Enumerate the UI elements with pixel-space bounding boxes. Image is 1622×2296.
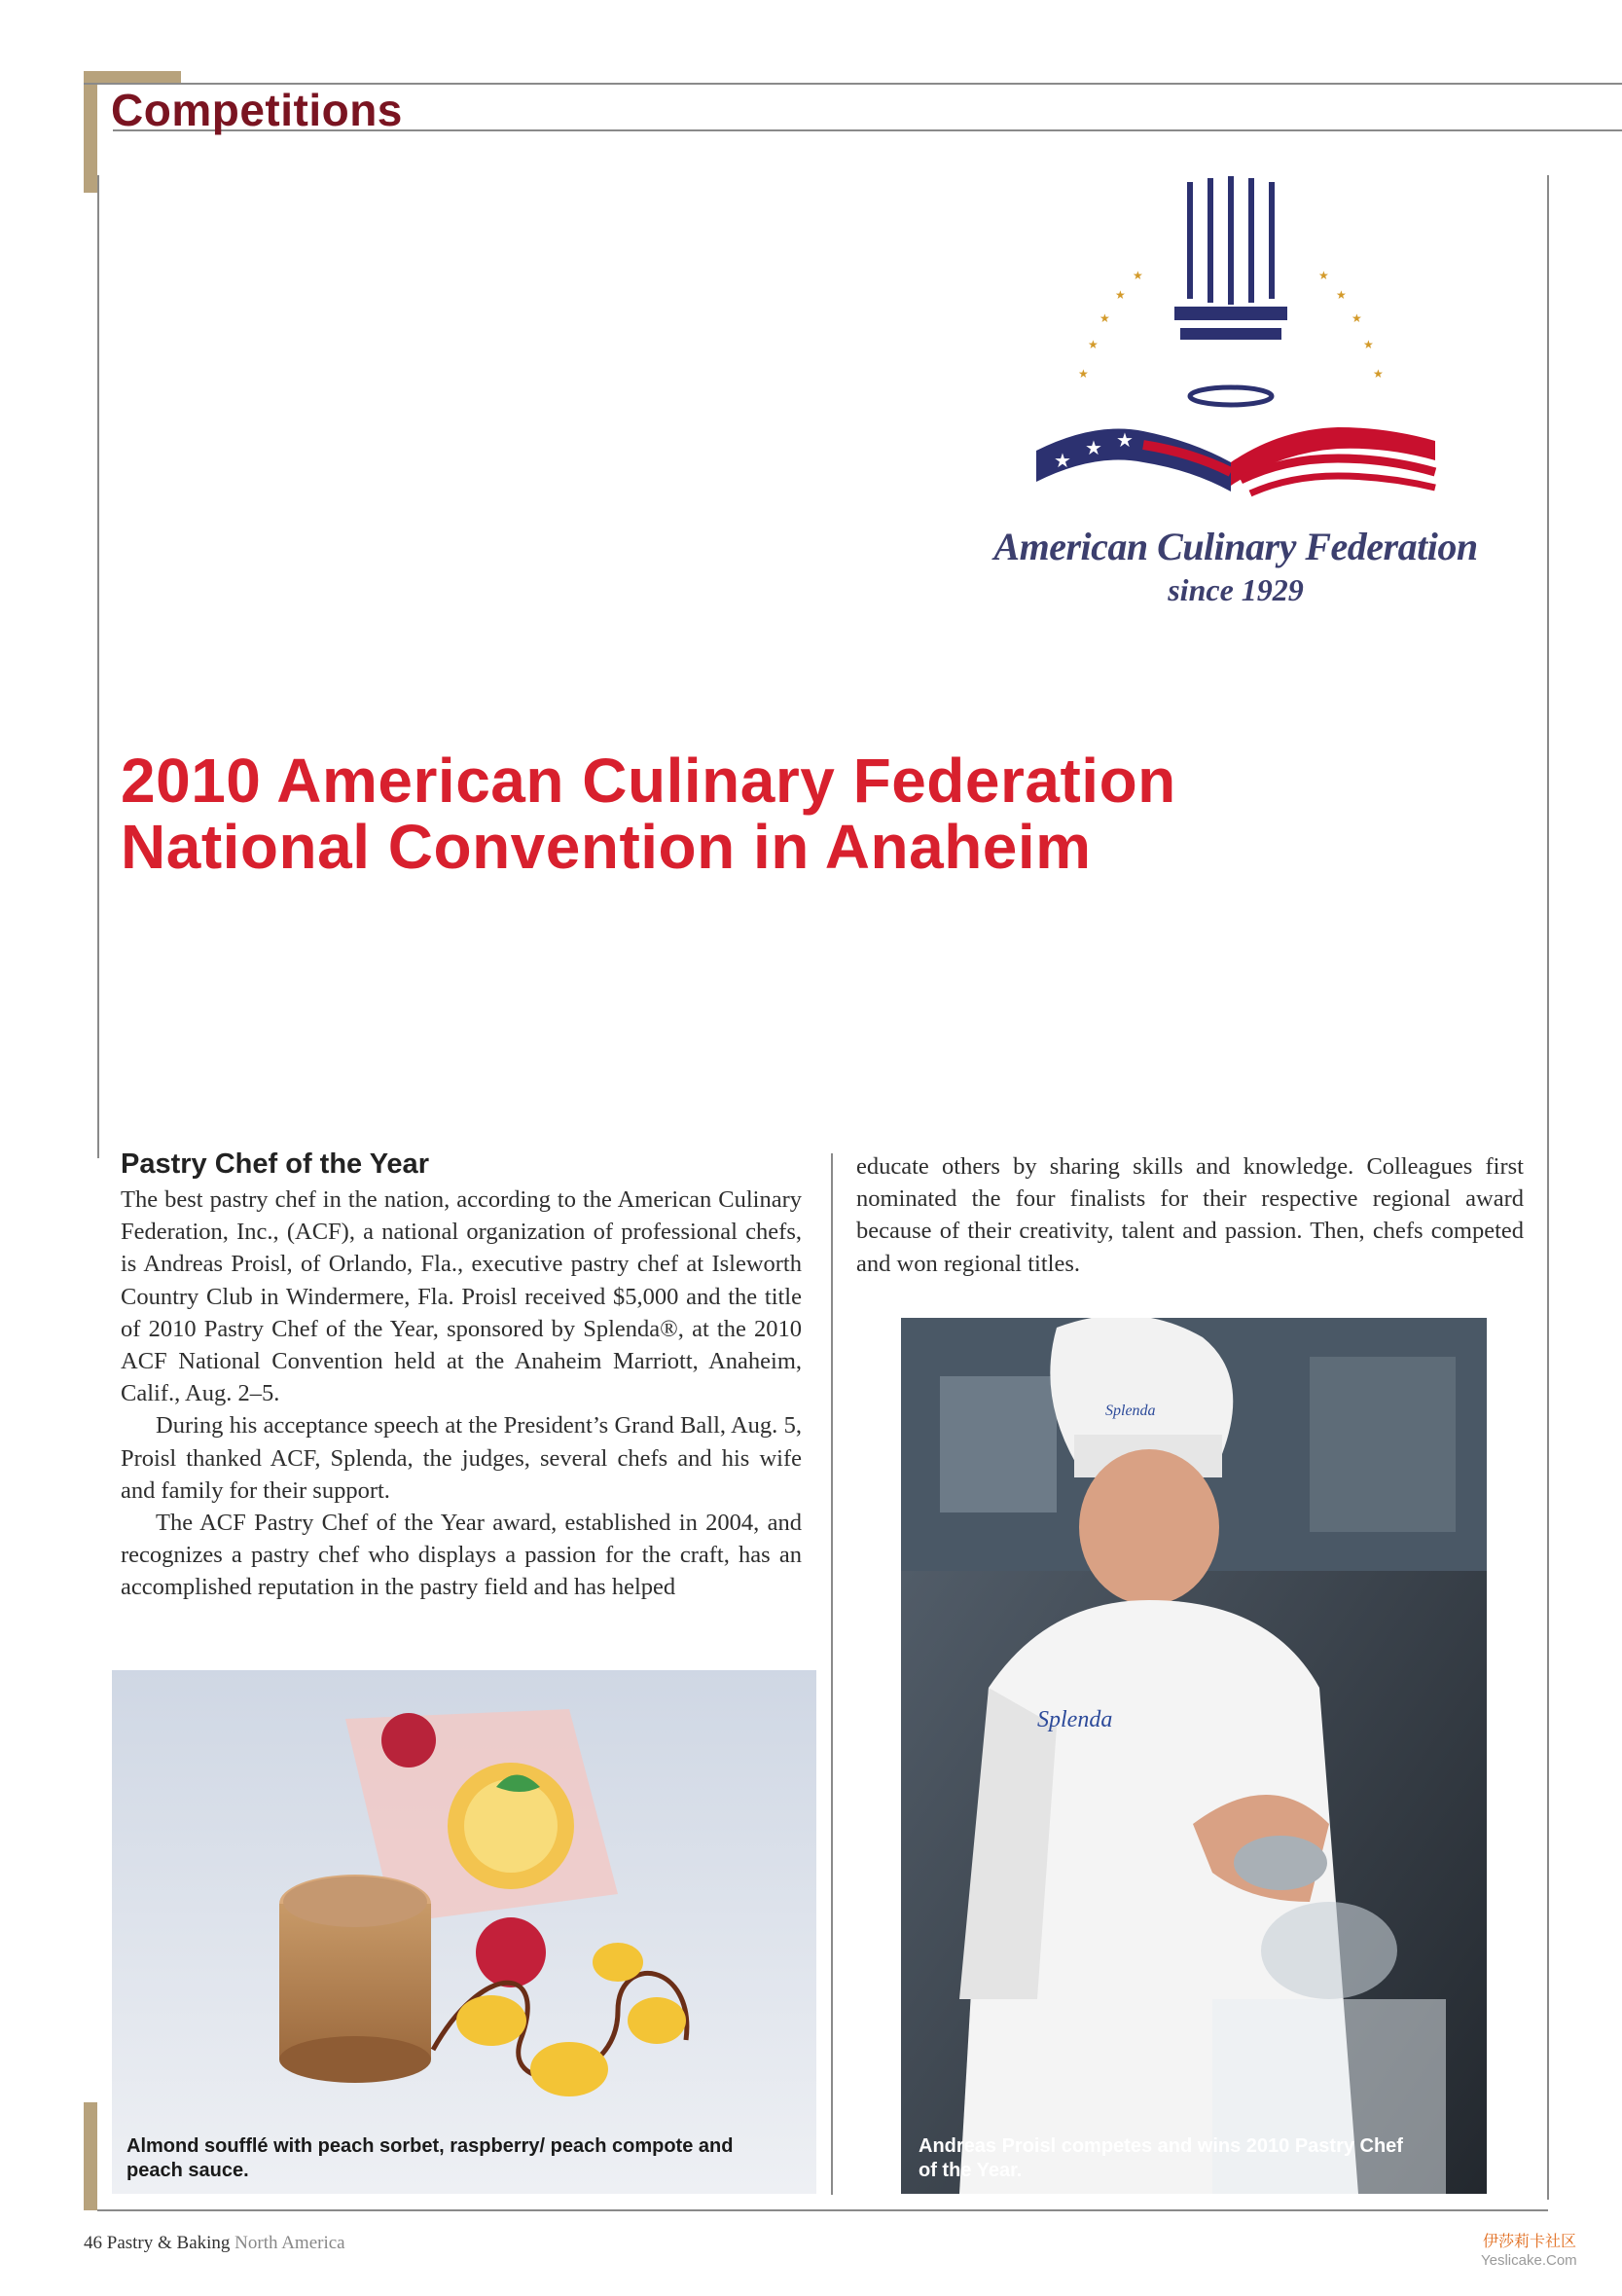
chef-photo: [901, 1318, 1487, 2194]
publication-name: Pastry & Baking: [106, 2233, 231, 2253]
folio: [84, 2233, 345, 2254]
left-column: [121, 1184, 802, 1604]
jacket-logo-text: Splenda: [1037, 1707, 1113, 1732]
chef-caption: Andreas Proisl competes and wins 2010 Pastry Chef of the Year.: [919, 2135, 1403, 2181]
dessert-illustration: [112, 1670, 816, 2194]
svg-text:★: ★: [1099, 311, 1110, 325]
header-bracket-side: [84, 71, 97, 193]
frame-line-left: [97, 175, 99, 1158]
svg-text:★: ★: [1085, 436, 1102, 459]
svg-text:★: ★: [1352, 311, 1362, 325]
svg-text:★: ★: [1088, 338, 1099, 351]
page-number: 46: [84, 2233, 102, 2253]
hat-logo-text: Splenda: [1105, 1403, 1156, 1419]
svg-text:★: ★: [1133, 269, 1143, 282]
article-title: [121, 747, 1502, 880]
body-paragraph-3: The ACF Pastry Chef of the Year award, established in 2004, and recognizes a pastry chef who displays a passion for the craft, has an accomplished reputation in the pastry field and has helped: [121, 1510, 802, 1601]
dessert-photo: [112, 1670, 816, 2194]
header-bracket: [84, 71, 181, 83]
right-column: [856, 1150, 1524, 1280]
body-paragraph-1: The best pastry chef in the nation, according to the American Culinary Federation, Inc., (ACF), a national organization of professional chefs, is Andreas Proisl, of Orlando, Fla., executive pastry chef at Isleworth Country Club in Windermere, Fla. Proisl received $5,000 and the title of 2010 Pastry Chef of the Year, sponsored by Splenda®, at the 2010 ACF National Convention held at the Anaheim Marriott, Anaheim, Calif., Aug. 2–5.: [121, 1186, 802, 1407]
article-title-line2: National Convention in Anaheim: [121, 812, 1092, 882]
svg-text:★: ★: [1054, 449, 1071, 472]
svg-text:★: ★: [1115, 288, 1126, 302]
section-label: Competitions: [111, 85, 403, 135]
body-paragraph-2: During his acceptance speech at the President’s Grand Ball, Aug. 5, Proisl thanked ACF, Splenda, the judges, several chefs and his wife and family for their support.: [121, 1412, 802, 1504]
watermark-chinese: 伊莎莉卡社区: [1483, 2232, 1577, 2250]
frame-line-right: [1547, 175, 1549, 2200]
svg-text:★: ★: [1318, 269, 1329, 282]
watermark-url: Yeslicake.Com: [1481, 2252, 1577, 2269]
svg-text:★: ★: [1373, 367, 1384, 381]
svg-text:★: ★: [1078, 367, 1089, 381]
footer-rule: [97, 2209, 1548, 2211]
chef-illustration: [901, 1318, 1487, 2194]
footer-bracket: [84, 2102, 97, 2210]
body-paragraph-4: educate others by sharing skills and knowledge. Colleagues first nominated the four finalists for their respective regional award because of their creativity, talent and passion. Then, chefs competed and won regional titles.: [856, 1153, 1524, 1277]
svg-text:★: ★: [1336, 288, 1347, 302]
svg-text:★: ★: [1116, 428, 1134, 452]
article-title-line1: 2010 American Culinary Federation: [121, 746, 1176, 816]
dessert-caption: Almond soufflé with peach sorbet, raspberry/ peach compote and peach sauce.: [126, 2135, 734, 2181]
logo-wordmark: American Culinary Federation: [993, 525, 1478, 568]
publication-region: North America: [234, 2233, 345, 2253]
article-subhead: Pastry Chef of the Year: [121, 1148, 429, 1180]
svg-text:★: ★: [1363, 338, 1374, 351]
column-divider: [831, 1153, 833, 2195]
logo-since: since 1929: [1168, 572, 1304, 607]
